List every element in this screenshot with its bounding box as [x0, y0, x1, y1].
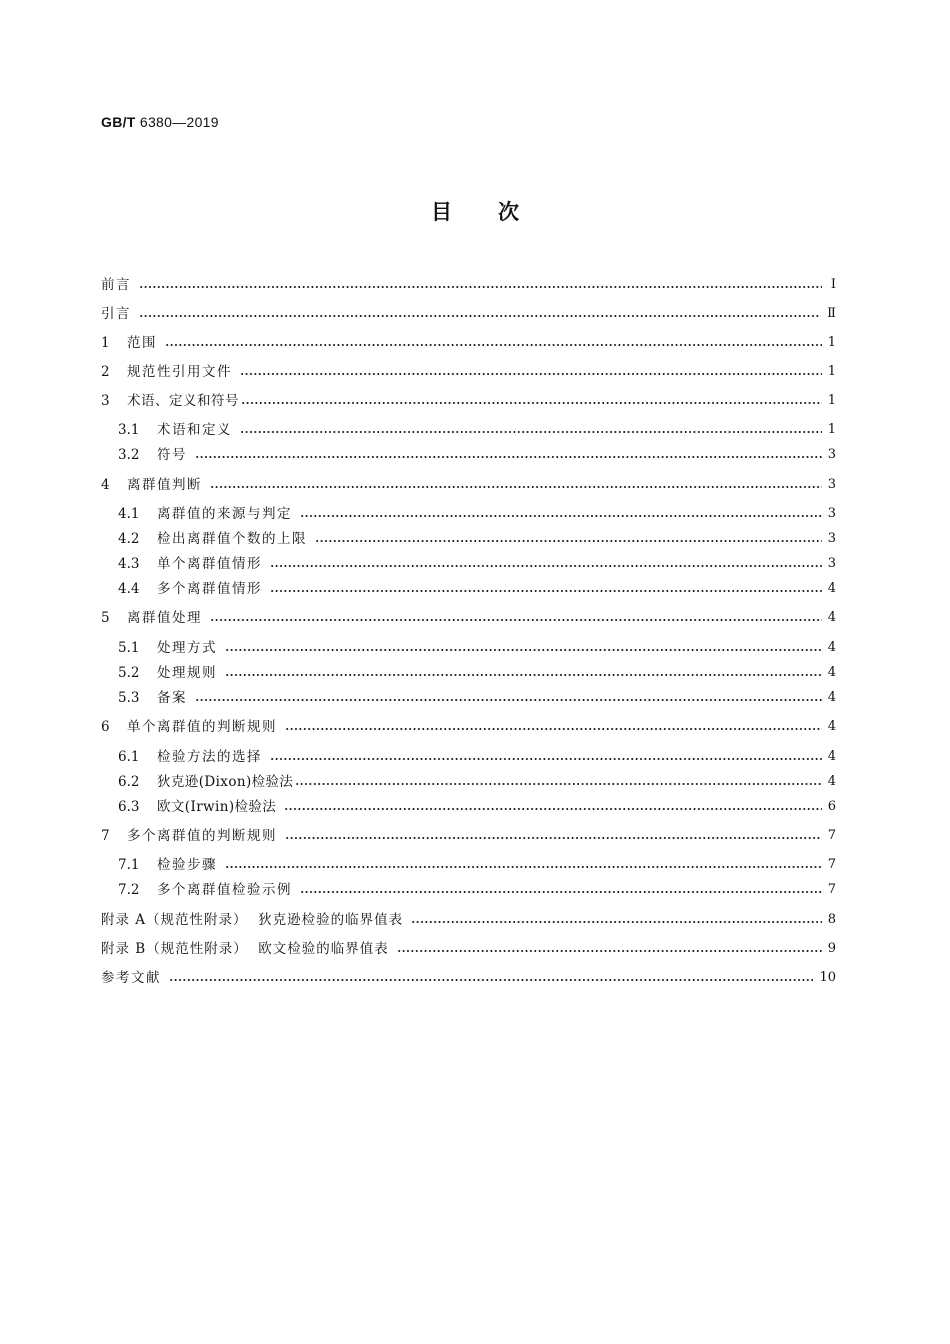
toc-entry-annex-a[interactable] [101, 910, 836, 930]
toc-entry-3-2[interactable] [118, 445, 836, 465]
toc-entry-number: 3.1 [118, 422, 140, 438]
toc-entry-label: 检验方法的选择 [157, 749, 262, 765]
toc-entry-page: 1 [827, 422, 836, 437]
dot-leader [169, 979, 813, 981]
toc-entry-1[interactable] [101, 333, 836, 353]
toc-entry-label: 单个离群值情形 [157, 556, 262, 572]
toc-entry-number: 5.1 [118, 640, 140, 656]
toc-entry-number: 3.2 [118, 447, 140, 463]
toc-entry-number: 2 [101, 364, 110, 380]
toc-entry-foreword[interactable] [101, 275, 836, 295]
toc-entry-number: 6.2 [118, 774, 140, 790]
dot-leader [139, 286, 822, 288]
toc-entry-label: 术语和定义 [157, 422, 232, 438]
toc-entry-label: 备案 [157, 690, 187, 706]
dot-leader [225, 866, 822, 868]
toc-entry-7-2[interactable] [118, 880, 836, 900]
dot-leader [270, 758, 822, 760]
dot-leader [225, 674, 822, 676]
toc-entry-page: 7 [827, 828, 836, 843]
dot-leader [315, 540, 822, 542]
toc-entry-label: 多个离群值检验示例 [157, 882, 292, 898]
toc-entry-number: 4.4 [118, 581, 140, 597]
toc-entry-number: 4.2 [118, 531, 140, 547]
toc-entry-label: 多个离群值的判断规则 [127, 828, 277, 844]
toc-entry-label: 参考文献 [101, 970, 161, 986]
standard-code [101, 114, 219, 130]
standard-prefix: GB/T [101, 114, 136, 130]
toc-entry-page: 1 [827, 364, 836, 379]
toc-entry-4-4[interactable] [118, 579, 836, 599]
dot-leader [241, 402, 822, 404]
toc-entry-number: 5.2 [118, 665, 140, 681]
toc-entry-4-2[interactable] [118, 529, 836, 549]
toc-entry-page: 3 [827, 506, 836, 521]
dot-leader [240, 373, 822, 375]
toc-entry-5[interactable] [101, 608, 836, 628]
toc-entry-label: 引言 [101, 306, 131, 322]
toc-entry-label: 多个离群值情形 [157, 581, 262, 597]
toc-entry-label: 附录 B（规范性附录） 欧文检验的临界值表 [101, 941, 389, 957]
toc-entry-label: 欧文(Irwin)检验法 [157, 799, 277, 815]
toc-entry-label: 离群值判断 [127, 477, 202, 493]
toc-entry-page: 4 [827, 719, 836, 734]
dot-leader [300, 891, 822, 893]
toc-entry-page: 1 [827, 335, 836, 350]
dot-leader [195, 699, 822, 701]
toc-entry-page: 4 [827, 749, 836, 764]
toc-entry-6-3[interactable] [118, 797, 836, 817]
toc-entry-page: 3 [827, 477, 836, 492]
toc-entry-label: 检验步骤 [157, 857, 217, 873]
toc-entry-7-1[interactable] [118, 855, 836, 875]
dot-leader [139, 315, 821, 317]
toc-entry-page: 4 [827, 690, 836, 705]
toc-entry-page: 8 [827, 912, 836, 927]
toc-entry-page: 1 [827, 393, 836, 408]
page-title: 目次 [431, 200, 565, 224]
toc-entry-label: 符号 [157, 447, 187, 463]
toc-entry-label: 离群值处理 [127, 610, 202, 626]
toc-entry-label: 处理方式 [157, 640, 217, 656]
toc-entry-page: 9 [827, 941, 836, 956]
toc-entry-label: 术语、定义和符号 [127, 393, 239, 409]
toc-entry-page: 4 [827, 640, 836, 655]
toc-entry-number: 5 [101, 610, 110, 626]
toc-entry-bibliography[interactable] [101, 968, 836, 988]
dot-leader [295, 783, 821, 785]
toc-entry-introduction[interactable] [101, 304, 836, 324]
toc-entry-number: 4 [101, 477, 110, 493]
dot-leader [411, 921, 822, 923]
dot-leader [270, 565, 822, 567]
dot-leader [285, 837, 822, 839]
dot-leader [284, 808, 822, 810]
toc-entry-label: 单个离群值的判断规则 [127, 719, 277, 735]
toc-entry-number: 4.3 [118, 556, 140, 572]
toc-entry-page: Ⅰ [830, 277, 836, 292]
toc-entry-label: 前言 [101, 277, 131, 293]
toc-entry-2[interactable] [101, 362, 836, 382]
toc-entry-label: 检出离群值个数的上限 [157, 531, 307, 547]
toc-entry-number: 7 [101, 828, 110, 844]
dot-leader [270, 590, 822, 592]
dot-leader [300, 515, 822, 517]
toc-entry-4-3[interactable] [118, 554, 836, 574]
toc-entry-label: 离群值的来源与判定 [157, 506, 292, 522]
toc-entry-number: 4.1 [118, 506, 140, 522]
toc-entry-page: Ⅱ [827, 306, 836, 321]
toc-entry-page: 3 [827, 556, 836, 571]
toc-entry-6-2[interactable] [118, 772, 836, 792]
toc-entry-number: 7.2 [118, 882, 140, 898]
toc-entry-label: 附录 A（规范性附录） 狄克逊检验的临界值表 [101, 912, 404, 928]
toc-entry-page: 3 [827, 447, 836, 462]
dot-leader [210, 486, 822, 488]
toc-entry-page: 4 [827, 581, 836, 596]
toc-entry-5-1[interactable] [118, 638, 836, 658]
toc-entry-label: 范围 [127, 335, 157, 351]
toc-entry-4[interactable] [101, 475, 836, 495]
toc-entry-number: 5.3 [118, 690, 140, 706]
toc-entry-5-2[interactable] [118, 663, 836, 683]
toc-entry-3[interactable] [101, 391, 836, 411]
toc-entry-label: 处理规则 [157, 665, 217, 681]
toc-entry-7[interactable] [101, 826, 836, 846]
dot-leader [225, 649, 822, 651]
toc-entry-number: 7.1 [118, 857, 140, 873]
toc-entry-4-1[interactable] [118, 504, 836, 524]
toc-entry-number: 6.3 [118, 799, 140, 815]
toc-entry-3-1[interactable] [118, 420, 836, 440]
toc-entry-5-3[interactable] [118, 688, 836, 708]
toc-entry-page: 4 [827, 610, 836, 625]
toc-entry-label: 规范性引用文件 [127, 364, 232, 380]
toc-entry-page: 3 [827, 531, 836, 546]
toc-entry-page: 7 [827, 857, 836, 872]
toc-entry-label: 狄克逊(Dixon)检验法 [157, 774, 294, 790]
toc-entry-page: 4 [827, 665, 836, 680]
dot-leader [397, 950, 822, 952]
toc-entry-page: 6 [827, 799, 836, 814]
dot-leader [240, 431, 822, 433]
toc-entry-annex-b[interactable] [101, 939, 836, 959]
dot-leader [195, 456, 822, 458]
toc-entry-number: 6.1 [118, 749, 140, 765]
toc-entry-number: 1 [101, 335, 110, 351]
standard-number: 6380—2019 [139, 114, 219, 130]
toc-entry-page: 10 [819, 970, 836, 985]
toc-entry-number: 6 [101, 719, 110, 735]
toc-entry-number: 3 [101, 393, 110, 409]
dot-leader [210, 619, 822, 621]
toc-entry-page: 4 [827, 774, 836, 789]
toc-entry-6[interactable] [101, 717, 836, 737]
dot-leader [285, 728, 822, 730]
toc-entry-page: 7 [827, 882, 836, 897]
dot-leader [165, 344, 822, 346]
toc-entry-6-1[interactable] [118, 747, 836, 767]
